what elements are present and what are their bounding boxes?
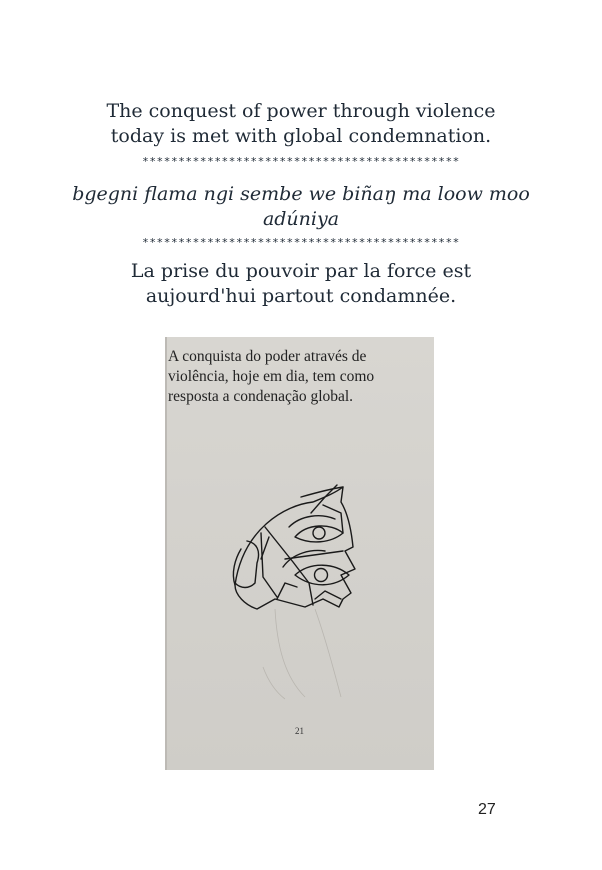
separator-2: ******************************************** bbox=[142, 236, 460, 249]
french-line-2: aujourd'hui partout condamnée. bbox=[145, 285, 457, 307]
french-line-1: La prise du pouvoir par la force est bbox=[130, 260, 472, 282]
page-number: 27 bbox=[478, 801, 496, 818]
english-text bbox=[0, 99, 602, 149]
book-page-photo bbox=[165, 337, 434, 770]
french-text bbox=[0, 259, 602, 309]
photo-inner-page-number: 21 bbox=[295, 726, 304, 736]
wolof-line-1: bgegni flama ngi sembe we biñaŋ ma loow moo bbox=[72, 183, 530, 205]
photo-caption: A conquista do poder através de violência, hoje em dia, tem como resposta a condenação global. bbox=[168, 348, 375, 405]
english-line-1: The conquest of power through violence bbox=[106, 100, 496, 122]
wolof-line-2: adúniya bbox=[262, 208, 340, 230]
separator-1: ******************************************** bbox=[142, 155, 460, 168]
english-line-2: today is met with global condemnation. bbox=[110, 125, 492, 147]
cubist-face-drawing bbox=[165, 337, 434, 770]
wolof-text bbox=[0, 182, 602, 232]
